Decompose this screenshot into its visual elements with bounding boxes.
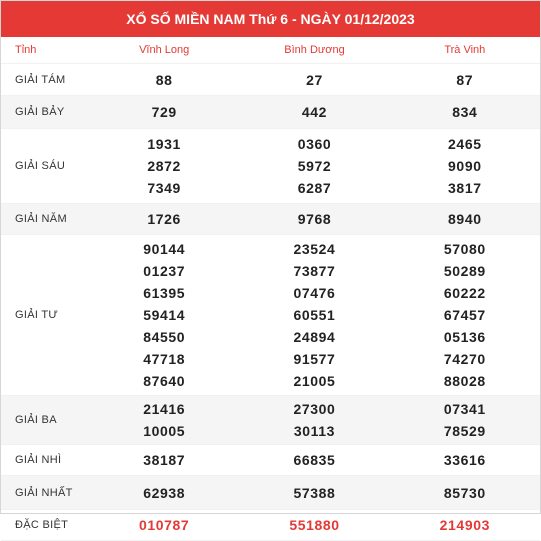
prize-number: 78529: [443, 423, 486, 439]
prize-number: 60551: [293, 307, 336, 323]
prize-number: 0360: [297, 136, 332, 152]
prize-cell: [239, 238, 389, 392]
prize-number: 27300: [293, 401, 336, 417]
prize-number: 05136: [443, 329, 486, 345]
prize-number: 8940: [448, 211, 482, 227]
prize-label: ĐẶC BIỆT: [15, 519, 69, 531]
prize-cell: [390, 69, 540, 91]
prize-number: 47718: [143, 351, 186, 367]
prize-cell: [390, 398, 540, 442]
prize-label: GIẢI BẢY: [15, 106, 65, 118]
prize-number: 91577: [293, 351, 336, 367]
prize-cell: [239, 398, 389, 442]
prize-number: 7349: [147, 180, 181, 196]
prize-cell: [239, 133, 389, 199]
prize-number: 23524: [293, 241, 336, 257]
prize-number: 57080: [443, 241, 486, 257]
prize-cell: [239, 69, 389, 91]
prize-number: 3817: [448, 180, 482, 196]
prize-cell: [89, 482, 239, 504]
prize-cell: [239, 101, 389, 123]
header-row: [1, 37, 540, 64]
prize-row-giai-nhat: [1, 476, 540, 510]
prize-number: 10005: [143, 423, 186, 439]
prize-number: 85730: [443, 484, 486, 501]
prize-number: 67457: [443, 307, 486, 323]
prize-number: 442: [301, 104, 328, 120]
prize-number: 74270: [443, 351, 486, 367]
prize-label: GIẢI NHẤT: [15, 486, 73, 499]
prize-number: 30113: [293, 423, 336, 439]
prize-number: 1931: [147, 136, 181, 152]
prize-row-giai-nam: [1, 204, 540, 235]
prize-cell: [89, 449, 239, 471]
prize-cell: [390, 133, 540, 199]
prize-label: GIẢI TƯ: [15, 309, 59, 321]
prize-row-giai-tu: [1, 235, 540, 396]
prize-number: 07476: [293, 285, 336, 301]
prize-cell: [390, 482, 540, 504]
province-tra-vinh[interactable]: Trà Vinh: [444, 44, 486, 56]
prize-number: 33616: [443, 452, 486, 468]
page-title: XỔ SỐ MIỀN NAM Thứ 6 - NGÀY 01/12/2023: [1, 1, 540, 37]
prize-label: GIẢI BA: [15, 414, 57, 426]
prize-number: 729: [151, 104, 177, 120]
prize-cell: [239, 449, 389, 471]
prize-label: GIẢI NĂM: [15, 213, 67, 225]
prize-number: 1726: [147, 211, 181, 227]
prize-number: 21416: [143, 401, 186, 417]
prize-cell: [239, 482, 389, 504]
prize-row-giai-ba: [1, 396, 540, 445]
prize-number: 50289: [443, 263, 486, 279]
prize-cell: [89, 238, 239, 392]
prize-number: 2465: [448, 136, 482, 152]
prize-number: 21005: [293, 373, 336, 389]
prize-number: 66835: [293, 452, 336, 468]
prize-cell: [390, 238, 540, 392]
prize-label: GIẢI NHÌ: [15, 454, 62, 466]
prize-cell: [239, 208, 389, 230]
prize-number: 27: [306, 71, 323, 88]
prize-cell: [89, 208, 239, 230]
prize-number: 01237: [143, 263, 186, 279]
prize-cell: [89, 69, 239, 91]
prize-row-giai-sau: [1, 129, 540, 204]
province-binh-duong[interactable]: Bình Dương: [284, 44, 345, 56]
prize-row-giai-bay: [1, 96, 540, 129]
prize-number: 87640: [143, 373, 186, 389]
prize-number: 6287: [297, 180, 332, 196]
special-prize-number: 551880: [289, 517, 340, 533]
prize-number: 59414: [143, 307, 186, 323]
prize-number: 9768: [297, 211, 332, 227]
prize-number: 834: [452, 104, 478, 120]
prize-number: 61395: [143, 285, 186, 301]
prize-cell: [89, 133, 239, 199]
prize-number: 90144: [143, 241, 186, 257]
prize-number: 88: [155, 71, 173, 88]
prize-row-dac-biet: [1, 510, 540, 541]
prize-number: 24894: [293, 329, 336, 345]
prize-number: 60222: [443, 285, 486, 301]
prize-number: 5972: [297, 158, 332, 174]
prize-number: 88028: [443, 373, 486, 389]
prize-row-giai-nhi: [1, 445, 540, 476]
prize-cell: [239, 514, 389, 536]
prize-cell: [89, 398, 239, 442]
prize-label: GIẢI SÁU: [15, 160, 66, 172]
special-prize-number: 010787: [139, 517, 190, 533]
prize-number: 62938: [143, 484, 186, 501]
prize-number: 87: [456, 71, 474, 88]
prize-number: 07341: [443, 401, 486, 417]
prize-label: GIẢI TÁM: [15, 73, 66, 86]
province-vinh-long[interactable]: Vĩnh Long: [139, 44, 190, 56]
province-header-label: Tỉnh: [15, 44, 37, 56]
prize-number: 57388: [293, 484, 336, 501]
prize-number: 84550: [143, 329, 186, 345]
prize-cell: [390, 101, 540, 123]
prize-cell: [390, 208, 540, 230]
prize-row-giai-tam: [1, 64, 540, 96]
prize-cell: [89, 101, 239, 123]
prize-number: 73877: [293, 263, 336, 279]
prize-number: 9090: [448, 158, 482, 174]
special-prize-number: 214903: [439, 517, 490, 533]
prize-number: 2872: [147, 158, 181, 174]
prize-cell: [390, 449, 540, 471]
prize-cell: [390, 514, 540, 536]
prize-cell: [89, 514, 239, 536]
prize-number: 38187: [143, 452, 186, 468]
